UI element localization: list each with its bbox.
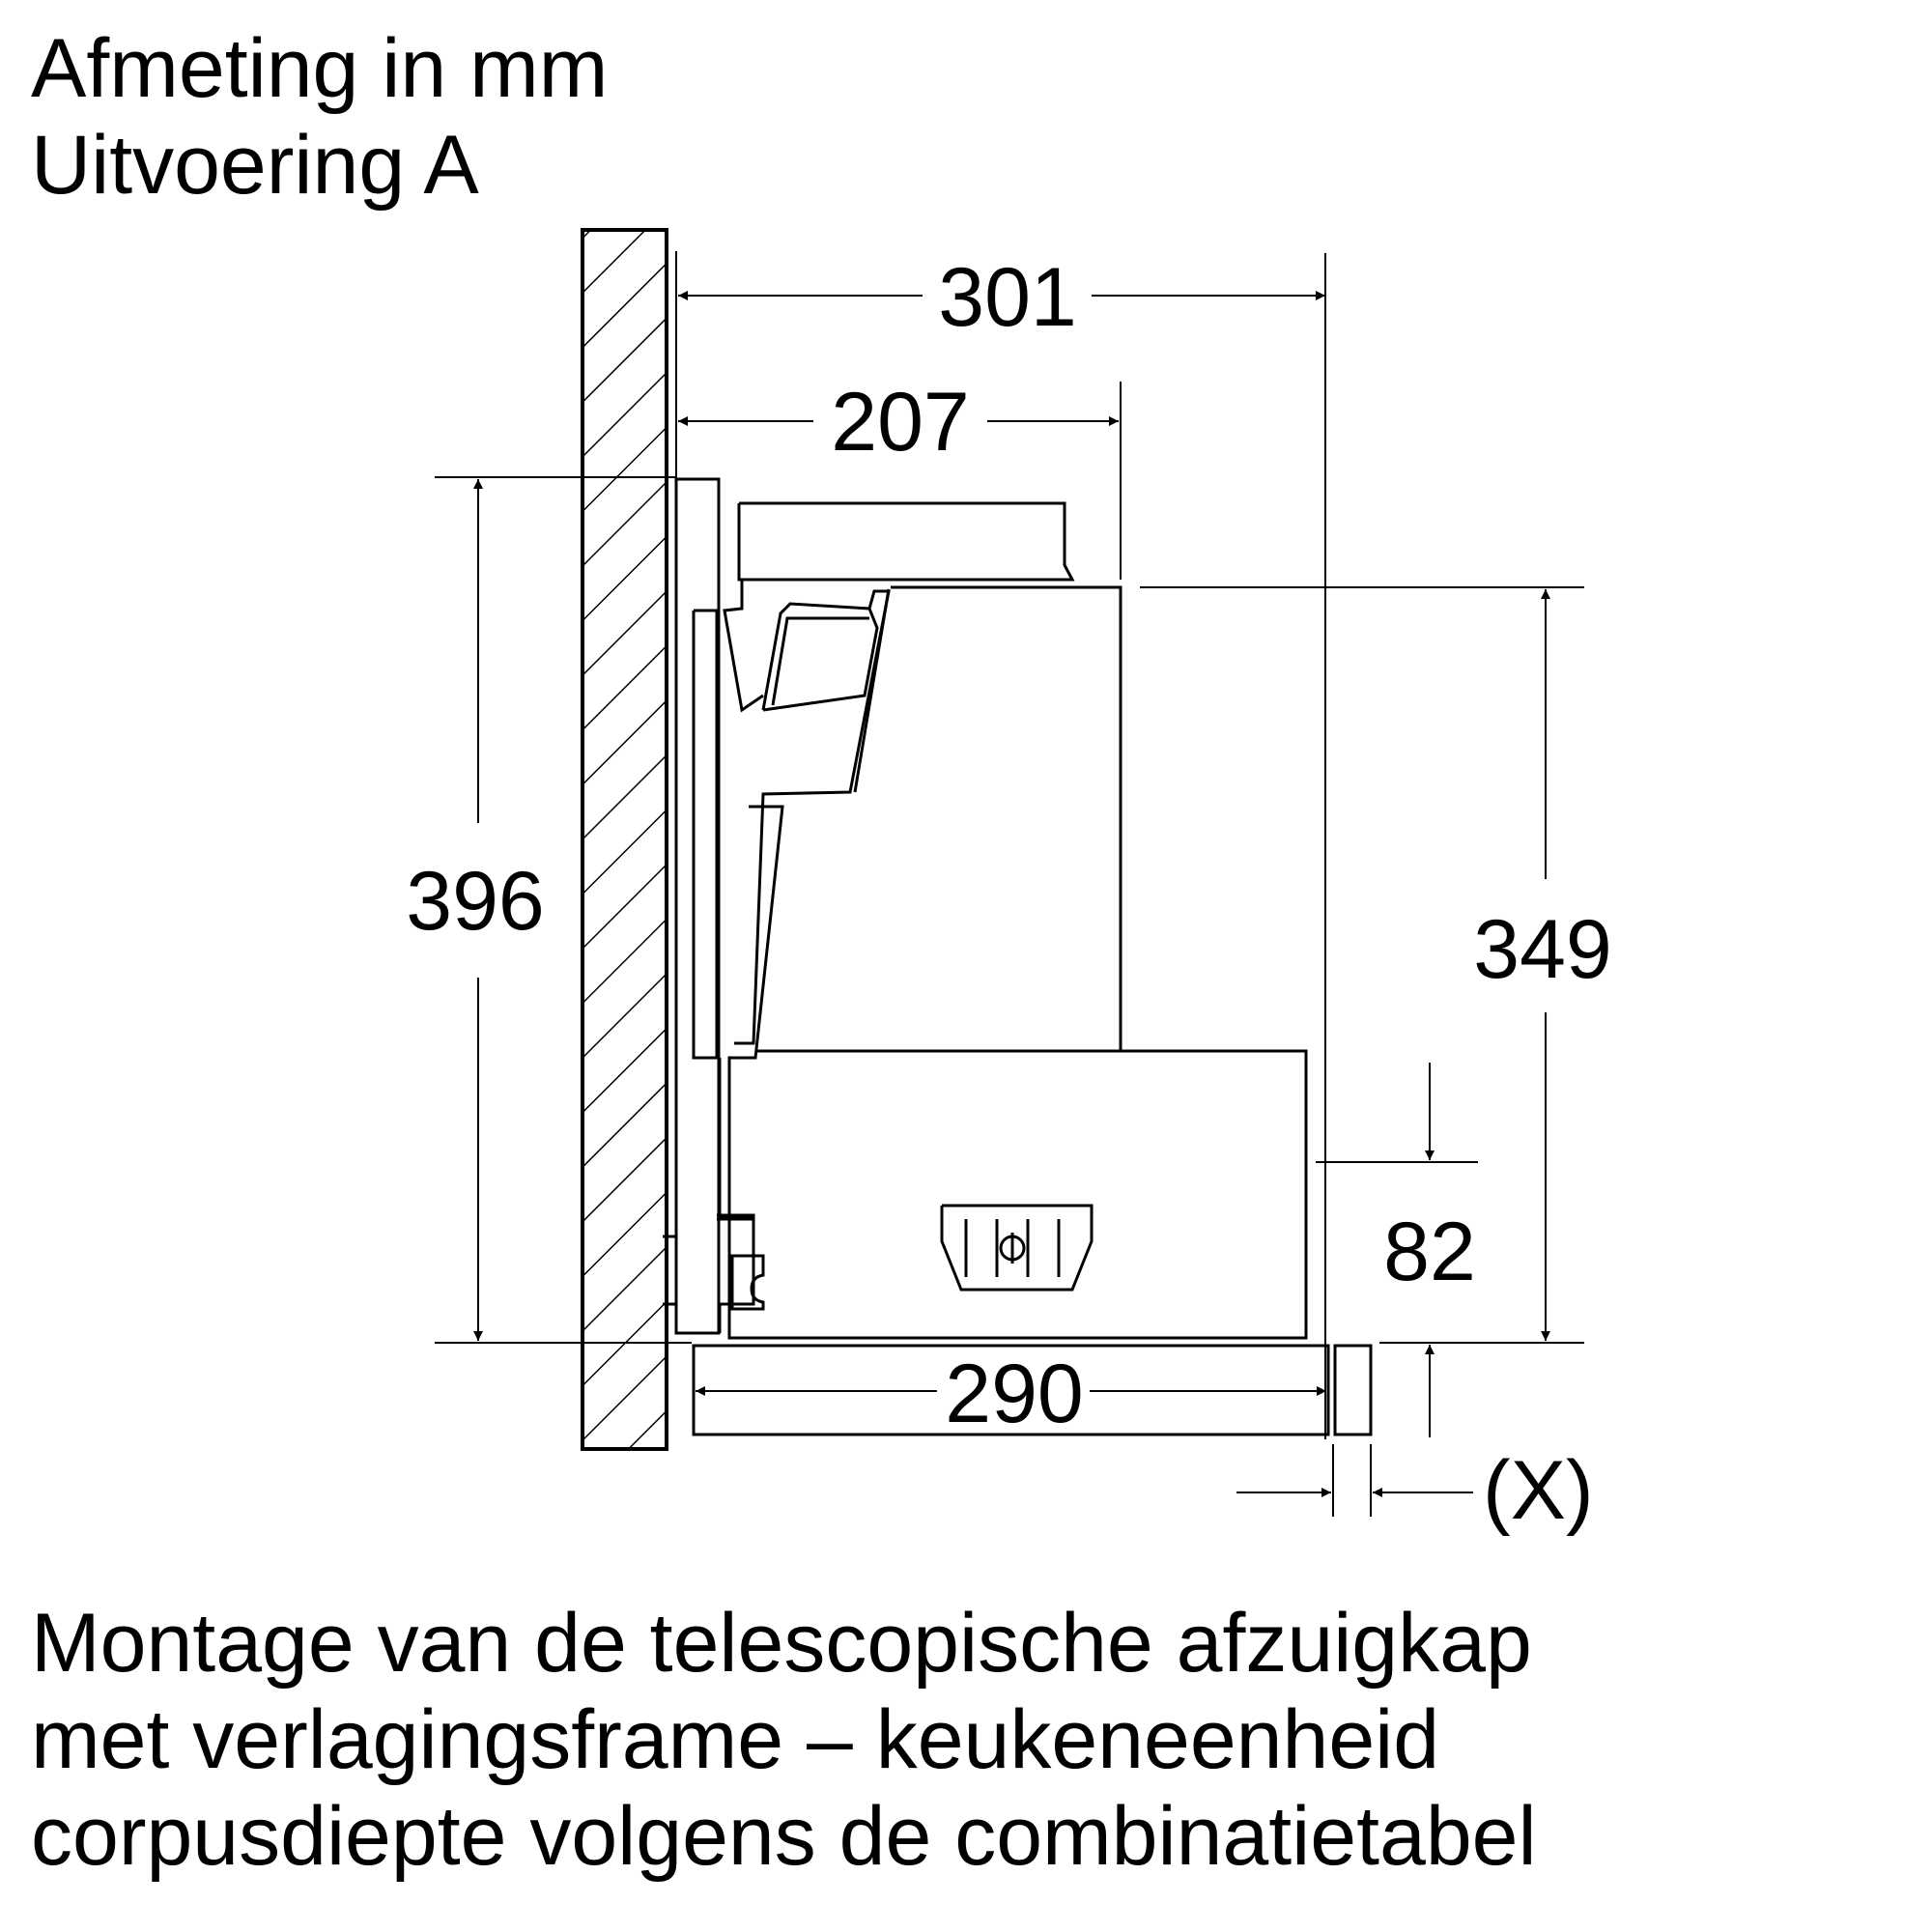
clip-notch xyxy=(732,1256,763,1309)
lower-bracket xyxy=(720,1058,753,1333)
upper-housing-top xyxy=(739,503,1072,580)
dim-label-207: 207 xyxy=(831,376,970,469)
duct-connector xyxy=(724,580,763,710)
dim-label-x: (X) xyxy=(1483,1444,1594,1537)
dim-label-82: 82 xyxy=(1383,1206,1476,1298)
front-strip xyxy=(1335,1346,1371,1435)
caption-line-2: met verlagingsframe – keukeneenheid xyxy=(31,1693,1440,1786)
dim-label-290: 290 xyxy=(945,1348,1084,1440)
wall-section xyxy=(582,230,667,1449)
fan-housing xyxy=(729,587,1306,1338)
drawing-subtitle: Uitvoering A xyxy=(31,119,479,212)
dim-label-349: 349 xyxy=(1473,903,1612,996)
control-panel xyxy=(942,1206,1092,1290)
telescopic-slide xyxy=(734,591,889,1043)
mounting-frame xyxy=(676,479,719,1333)
dim-label-396: 396 xyxy=(406,855,545,948)
air-guide-inner xyxy=(773,618,869,705)
caption-line-1: Montage van de telescopische afzuigkap xyxy=(31,1597,1532,1690)
drawing-title: Afmeting in mm xyxy=(31,22,609,115)
caption-line-3: corpusdiepte volgens de combinatietabel xyxy=(31,1790,1537,1883)
dim-label-301: 301 xyxy=(938,251,1077,344)
